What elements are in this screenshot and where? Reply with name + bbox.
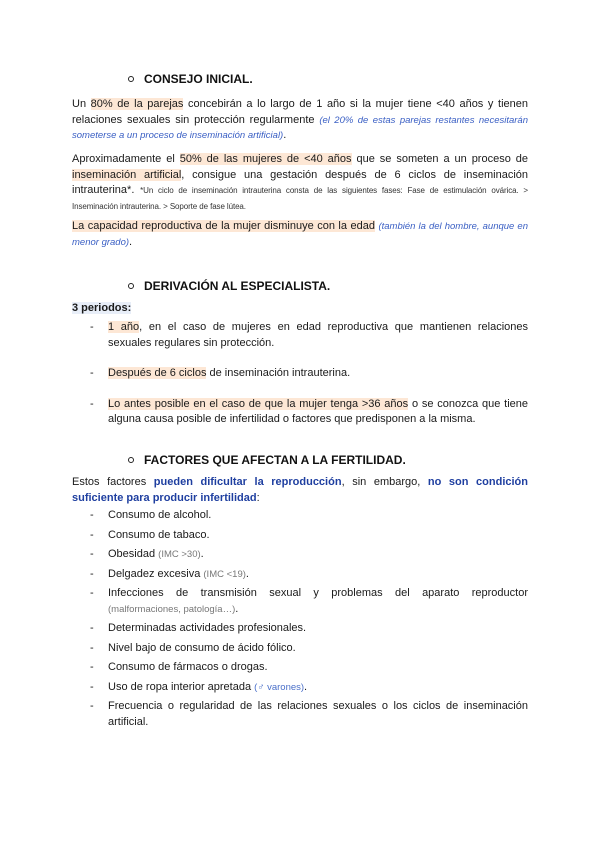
periods-label bbox=[72, 302, 131, 314]
text: o se conozca que tiene alguna causa posible de infertilidad o factores que predisponen a la misma. bbox=[108, 397, 528, 425]
text: . bbox=[304, 680, 308, 693]
dash-bullet: - bbox=[90, 700, 94, 712]
text: Un bbox=[72, 98, 91, 110]
text: . bbox=[245, 567, 249, 580]
circle-bullet-icon bbox=[128, 457, 134, 463]
text: Obesidad bbox=[108, 548, 159, 560]
highlight-text: 80% de la parejas bbox=[90, 98, 184, 110]
dash-bullet: - bbox=[90, 567, 94, 580]
section-heading-factores bbox=[128, 453, 406, 467]
note-text: (también la del hombre, aunque en menor grado) bbox=[72, 221, 528, 248]
factors-list bbox=[90, 508, 528, 730]
text: Consumo de fármacos o drogas. bbox=[108, 661, 268, 673]
circle-bullet-icon bbox=[128, 283, 134, 289]
dash-bullet: - bbox=[90, 397, 94, 410]
footnote-text: *Un ciclo de inseminación intrauterina consta de las siguientes fases: Fase de estimulación ovárica. > Inseminación intrauterina. > Soporte de fase lútea. bbox=[72, 186, 528, 211]
list-item bbox=[90, 320, 528, 351]
note-text: (♂ varones) bbox=[254, 681, 305, 693]
list-item bbox=[90, 567, 528, 583]
text: que se someten a un proceso de bbox=[351, 153, 528, 165]
text: Aproximadamente el bbox=[72, 153, 180, 165]
list-item bbox=[90, 699, 528, 730]
note-text: (el 20% de estas parejas restantes necesitarán someterse a un proceso de inseminación artificial) bbox=[72, 114, 528, 141]
text: . bbox=[283, 129, 287, 141]
section-title: FACTORES QUE AFECTAN A LA FERTILIDAD. bbox=[144, 453, 406, 467]
periods-list bbox=[90, 320, 528, 428]
highlight-text: Lo antes posible en el caso de que la mujer tenga >36 años bbox=[108, 397, 409, 410]
section-title: DERIVACIÓN AL ESPECIALISTA. bbox=[144, 279, 331, 293]
text: Estos factores bbox=[72, 476, 154, 488]
text: , sin embargo, bbox=[341, 476, 428, 488]
dash-bullet: - bbox=[90, 587, 94, 599]
list-item bbox=[90, 660, 528, 676]
dash-bullet: - bbox=[90, 548, 94, 560]
highlight-text: inseminación artificial bbox=[72, 168, 182, 181]
text: Uso de ropa interior apretada bbox=[108, 680, 255, 693]
section-title: CONSEJO INICIAL. bbox=[144, 72, 253, 86]
text: . bbox=[235, 602, 239, 615]
list-item bbox=[90, 680, 528, 696]
text: Frecuencia o regularidad de las relaciones sexuales o los ciclos de inseminación artificial. bbox=[108, 700, 528, 728]
paragraph-50-percent bbox=[72, 152, 528, 214]
list-item bbox=[90, 508, 528, 524]
highlight-text: 50% de las mujeres de <40 años bbox=[179, 153, 352, 165]
emphasis-text: pueden dificultar la reproducción bbox=[153, 476, 342, 488]
note-text: (malformaciones, patología…) bbox=[108, 603, 236, 615]
circle-bullet-icon bbox=[128, 76, 134, 82]
section-heading-derivacion bbox=[128, 279, 330, 293]
dash-bullet: - bbox=[90, 367, 94, 379]
paragraph-estos-factores bbox=[72, 475, 528, 506]
list-item bbox=[90, 397, 528, 428]
text: Determinadas actividades profesionales. bbox=[108, 622, 307, 634]
text: , consigue una gestación después de 6 ciclos de inseminación intrauterina*. bbox=[72, 168, 528, 196]
list-item bbox=[90, 641, 528, 657]
text: concebirán a lo largo de 1 año si la mujer tiene <40 años y tienen relaciones sexuales sin protección regularmente bbox=[72, 98, 528, 126]
dash-bullet: - bbox=[90, 680, 94, 693]
text: Infecciones de transmisión sexual y problemas del aparato reproductor bbox=[108, 587, 528, 599]
list-item bbox=[90, 547, 528, 563]
paragraph-capacidad bbox=[72, 219, 528, 250]
text: . bbox=[129, 235, 133, 248]
text: . bbox=[200, 548, 204, 560]
paragraph-80-percent bbox=[72, 97, 528, 144]
text: , en el caso de mujeres en edad reproductiva que mantienen relaciones sexuales regulares sin protección. bbox=[108, 321, 528, 349]
list-item bbox=[90, 586, 528, 617]
list-item bbox=[90, 621, 528, 637]
emphasis-text: no son condición suficiente para producir infertilidad bbox=[72, 476, 528, 504]
list-item bbox=[90, 528, 528, 544]
highlight-text: 1 año bbox=[108, 321, 140, 333]
dash-bullet: - bbox=[90, 622, 94, 634]
dash-bullet: - bbox=[90, 528, 94, 541]
dash-bullet: - bbox=[90, 641, 94, 654]
dash-bullet: - bbox=[90, 661, 94, 673]
text: de inseminación intrauterina. bbox=[206, 367, 351, 379]
section-heading-consejo-inicial bbox=[128, 72, 253, 86]
text: Delgadez excesiva bbox=[108, 567, 204, 580]
text: Consumo de alcohol. bbox=[108, 509, 212, 521]
dash-bullet: - bbox=[90, 509, 94, 521]
text: Consumo de tabaco. bbox=[108, 528, 210, 541]
dash-bullet: - bbox=[90, 321, 94, 333]
note-text: (IMC >30) bbox=[158, 549, 201, 560]
text: Nivel bajo de consumo de ácido fólico. bbox=[108, 641, 296, 654]
highlight-text: La capacidad reproductiva de la mujer disminuye con la edad bbox=[72, 220, 375, 232]
highlight-text: Después de 6 ciclos bbox=[108, 367, 207, 379]
list-item bbox=[90, 366, 528, 382]
note-text: (IMC <19) bbox=[203, 568, 246, 580]
text: 3 periodos: bbox=[72, 302, 132, 314]
text: : bbox=[256, 491, 260, 504]
